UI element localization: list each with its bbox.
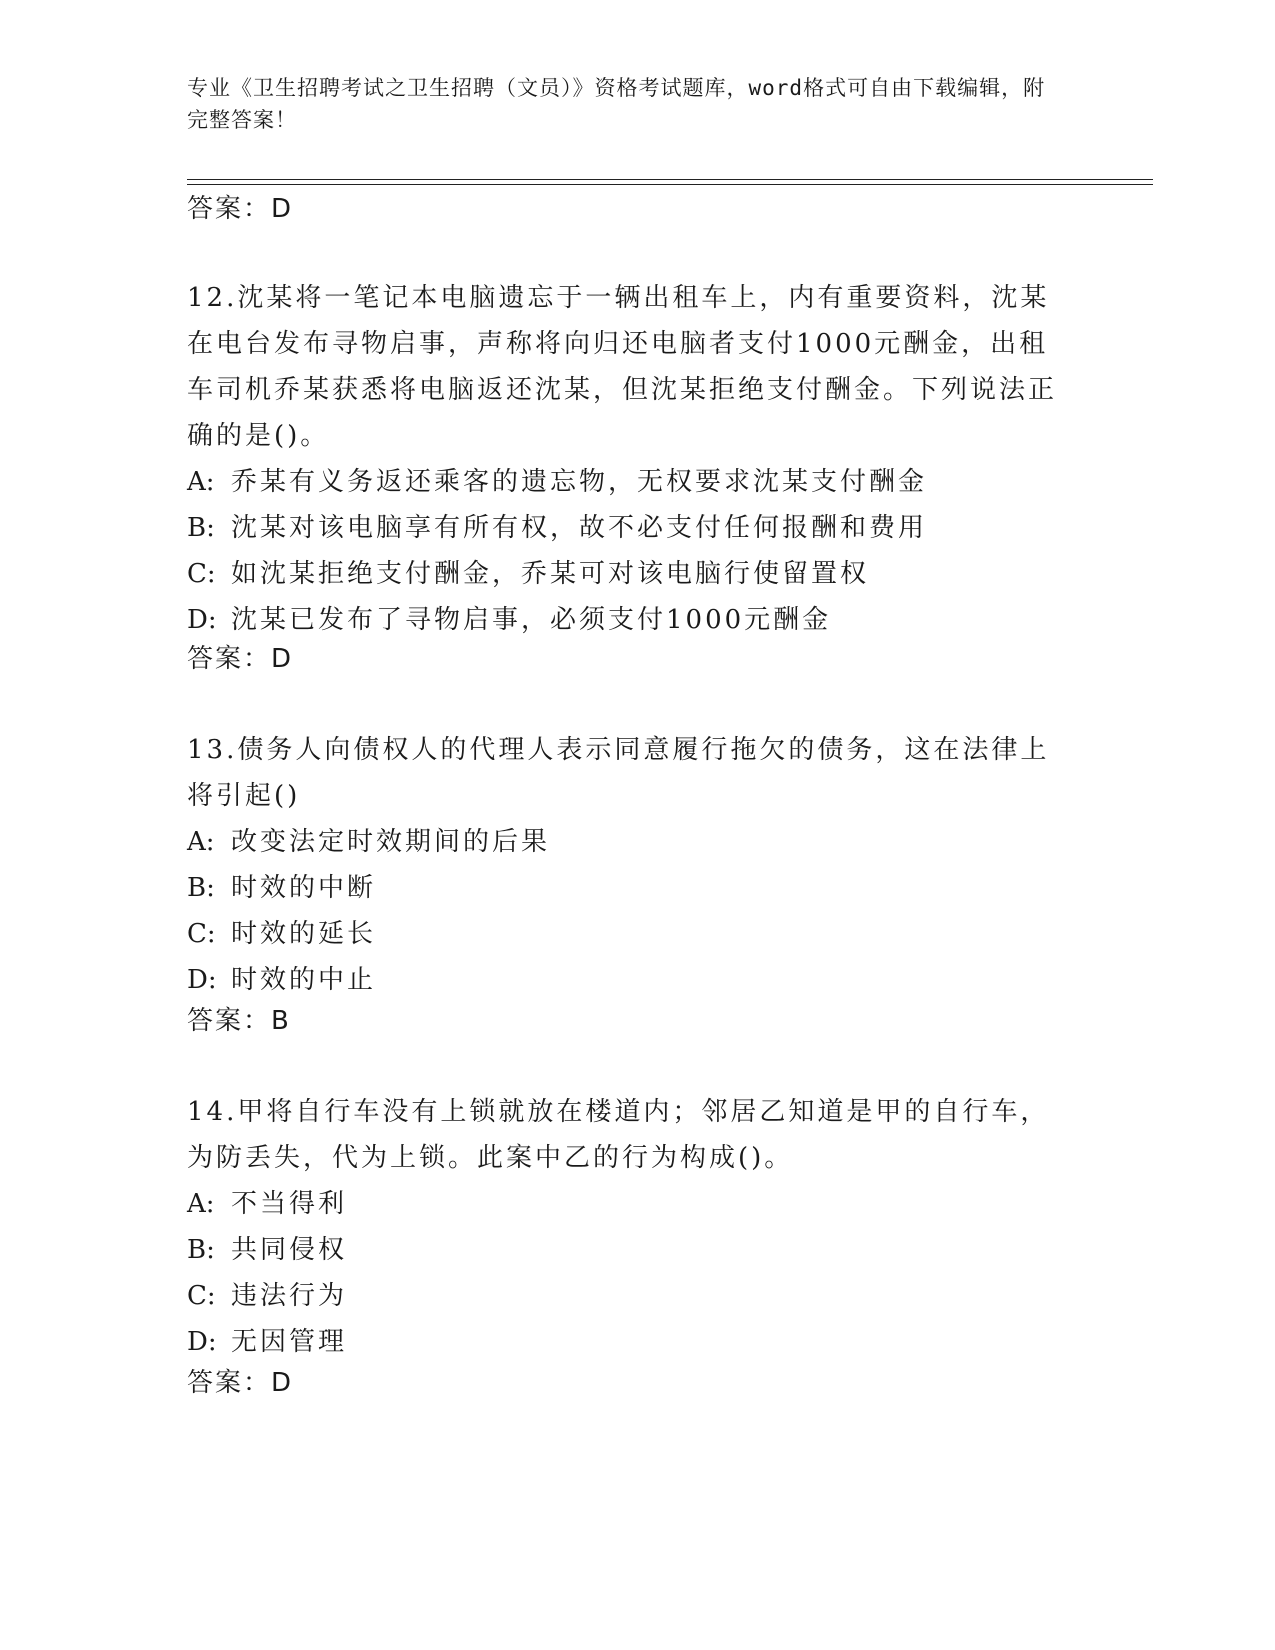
option-c (187, 551, 1067, 597)
option-text: 如沈某拒绝支付酬金，乔某可对该电脑行使留置权 (231, 559, 870, 589)
answer-12 (187, 642, 293, 676)
option-b (187, 505, 1067, 551)
answer-label: 答案： (187, 1006, 272, 1036)
option-text: 时效的中断 (231, 873, 377, 903)
option-text: 不当得利 (231, 1189, 348, 1219)
option-text: 沈某已发布了寻物启事，必须支付1000元酬金 (231, 605, 832, 635)
option-letter: A: (187, 1189, 215, 1219)
answer-label: 答案： (187, 194, 272, 224)
option-c (187, 911, 1067, 957)
option-text: 时效的中止 (231, 965, 377, 995)
option-b (187, 865, 1067, 911)
option-letter: B: (187, 1235, 215, 1265)
option-d (187, 597, 1067, 643)
option-a (187, 819, 1067, 865)
answer-14 (187, 1366, 293, 1400)
option-text: 沈某对该电脑享有所有权，故不必支付任何报酬和费用 (231, 513, 928, 543)
option-letter: A: (187, 827, 215, 857)
option-text: 改变法定时效期间的后果 (231, 827, 551, 857)
header-divider-top (187, 179, 1153, 180)
option-text: 无因管理 (231, 1327, 348, 1357)
option-letter: C: (187, 1281, 216, 1311)
option-letter: D: (187, 965, 217, 995)
answer-13 (187, 1004, 291, 1038)
answer-value: D (271, 1368, 294, 1398)
option-text: 违法行为 (231, 1281, 348, 1311)
question-stem: 12.沈某将一笔记本电脑遗忘于一辆出租车上，内有重要资料，沈某在电台发布寻物启事，声称将向归还电脑者支付1000元酬金，出租车司机乔某获悉将电脑返还沈某，但沈某拒绝支付酬金。下列说法正确的是()。 (187, 283, 1058, 451)
answer-value: D (271, 194, 294, 224)
option-a (187, 1181, 1067, 1227)
question-14 (187, 1089, 1067, 1365)
answer-label: 答案： (187, 644, 272, 674)
option-text: 乔某有义务返还乘客的遗忘物，无权要求沈某支付酬金 (231, 467, 928, 497)
option-letter: D: (187, 1327, 217, 1357)
option-letter: C: (187, 559, 216, 589)
option-a (187, 459, 1067, 505)
option-text: 共同侵权 (231, 1235, 348, 1265)
option-b (187, 1227, 1067, 1273)
option-letter: B: (187, 513, 215, 543)
header-divider-bottom (187, 184, 1153, 185)
option-letter: C: (187, 919, 216, 949)
option-c (187, 1273, 1067, 1319)
answer-label: 答案： (187, 1368, 272, 1398)
option-letter: A: (187, 467, 215, 497)
question-stem: 14.甲将自行车没有上锁就放在楼道内；邻居乙知道是甲的自行车，为防丢失，代为上锁。此案中乙的行为构成()。 (187, 1097, 1050, 1173)
question-13 (187, 727, 1067, 1003)
answer-value: B (271, 1006, 291, 1036)
option-d (187, 1319, 1067, 1365)
option-letter: D: (187, 605, 217, 635)
document-header: 专业《卫生招聘考试之卫生招聘（文员）》资格考试题库，word格式可自由下载编辑，附完整答案！ (187, 76, 1046, 132)
option-d (187, 957, 1067, 1003)
option-letter: B: (187, 873, 215, 903)
answer-value: D (271, 644, 294, 674)
question-stem: 13.债务人向债权人的代理人表示同意履行拖欠的债务，这在法律上将引起() (187, 735, 1050, 811)
previous-answer (187, 192, 293, 226)
option-text: 时效的延长 (231, 919, 377, 949)
question-12 (187, 275, 1067, 643)
